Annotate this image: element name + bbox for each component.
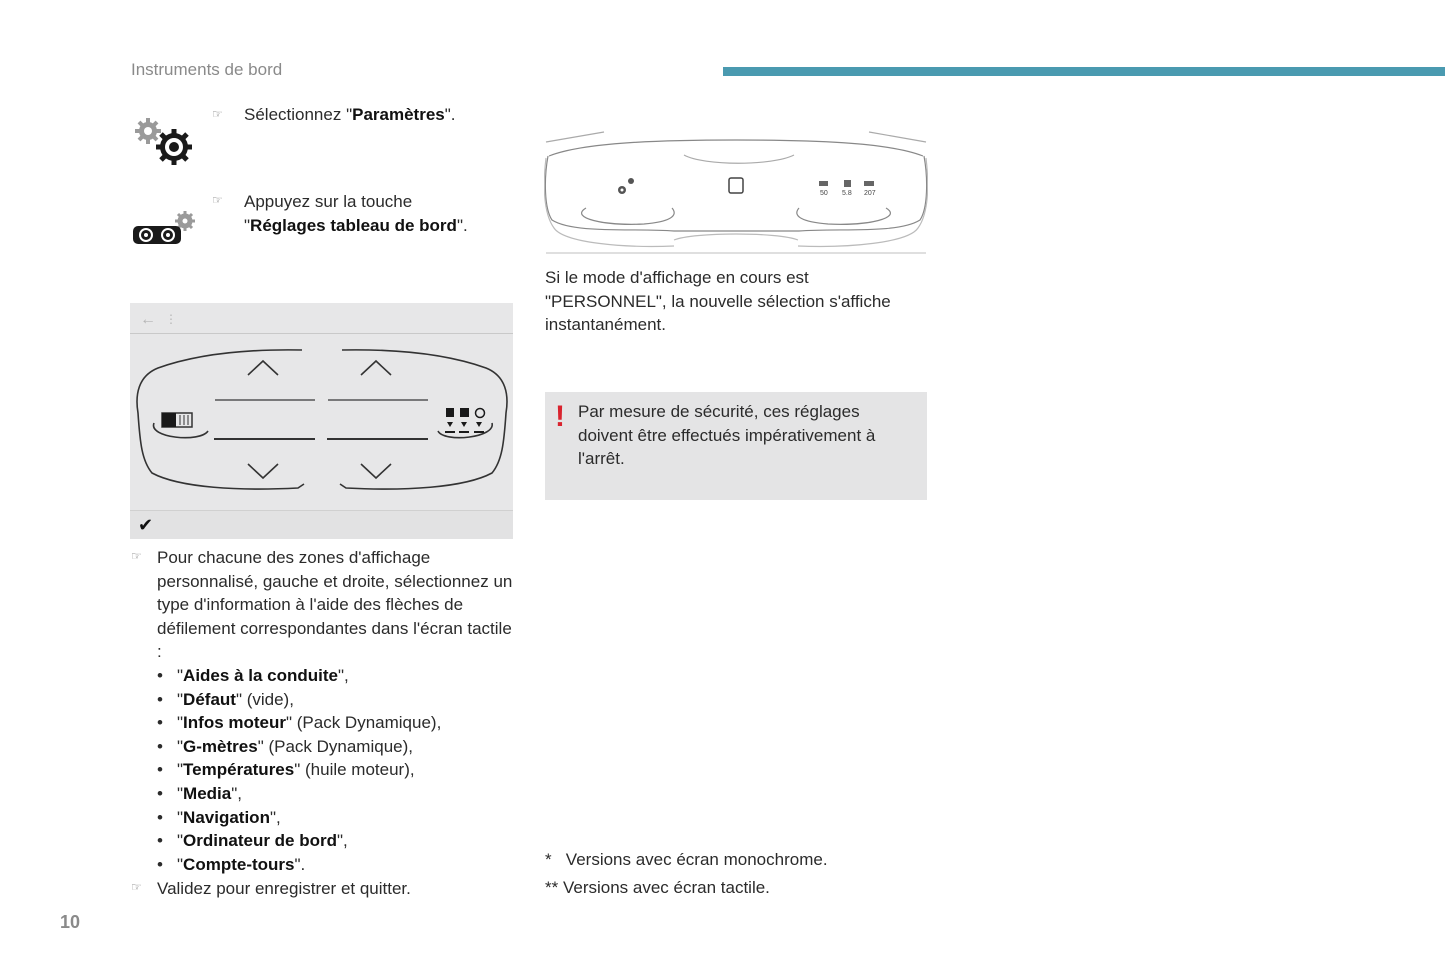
gauge-icons: [445, 408, 485, 433]
cluster-gears-icon: [618, 178, 634, 194]
hand-pointer-icon: ☞: [212, 193, 223, 207]
list-item: • "Ordinateur de bord",: [157, 829, 517, 853]
list-item: • "G-mètres" (Pack Dynamique),: [157, 735, 517, 759]
list-item: • "Infos moteur" (Pack Dynamique),: [157, 711, 517, 735]
readout-1: 50: [820, 190, 828, 197]
cluster-center-square: [729, 178, 743, 193]
page-number: 10: [60, 912, 81, 932]
section-title: Instruments de bord: [131, 60, 283, 79]
list-item: • "Compte-tours".: [157, 853, 517, 877]
dashboard-settings-icon: [132, 210, 198, 248]
list-item: • "Températures" (huile moteur),: [157, 758, 517, 782]
display-mode-icon: [162, 413, 192, 427]
checkmark-icon[interactable]: ✔: [138, 515, 154, 535]
back-arrow-icon[interactable]: ←: [140, 311, 156, 328]
footnote-2: ** Versions avec écran tactile.: [545, 878, 770, 897]
safety-warning-box: [545, 392, 927, 500]
list-item: • "Navigation",: [157, 806, 517, 830]
section-accent-bar: [723, 67, 1445, 76]
cluster-illustration: [544, 128, 928, 260]
footnote-1: * Versions avec écran monochrome.: [545, 850, 828, 869]
warning-text: Par mesure de sécurité, ces réglages doivent être effectués impérativement à l'arrêt.: [578, 402, 876, 469]
cluster-readout-icons: [819, 180, 874, 187]
display-options-list: [157, 664, 517, 876]
warning-icon: !: [555, 400, 565, 433]
hand-pointer-icon: ☞: [131, 549, 142, 563]
instructions-intro: Pour chacune des zones d'affichage personnalisé, gauche et droite, sélectionnez un type d'information à l'aide des flèches de défilement correspondantes dans l'écran tactile :: [157, 548, 513, 662]
hand-pointer-icon: ☞: [212, 107, 223, 121]
more-options-icon[interactable]: ⋮: [165, 312, 177, 326]
step2-text: Appuyez sur la touche "Réglages tableau de bord".: [244, 192, 468, 235]
list-item: • "Aides à la conduite",: [157, 664, 517, 688]
cluster-outline: [130, 343, 513, 503]
caption-text: Si le mode d'affichage en cours est "PERSONNEL", la nouvelle sélection s'affiche instantanément.: [545, 268, 891, 335]
list-item: • "Media",: [157, 782, 517, 806]
touchscreen-illustration: [130, 303, 513, 538]
readout-3: 207: [864, 190, 876, 197]
readout-2: 5.8: [842, 190, 852, 197]
list-item: • "Défaut" (vide),: [157, 688, 517, 712]
step1-text: Sélectionnez "Paramètres".: [244, 105, 456, 124]
instructions-final: Validez pour enregistrer et quitter.: [157, 879, 411, 898]
settings-gears-icon: [132, 114, 196, 170]
hand-pointer-icon: ☞: [131, 880, 142, 894]
